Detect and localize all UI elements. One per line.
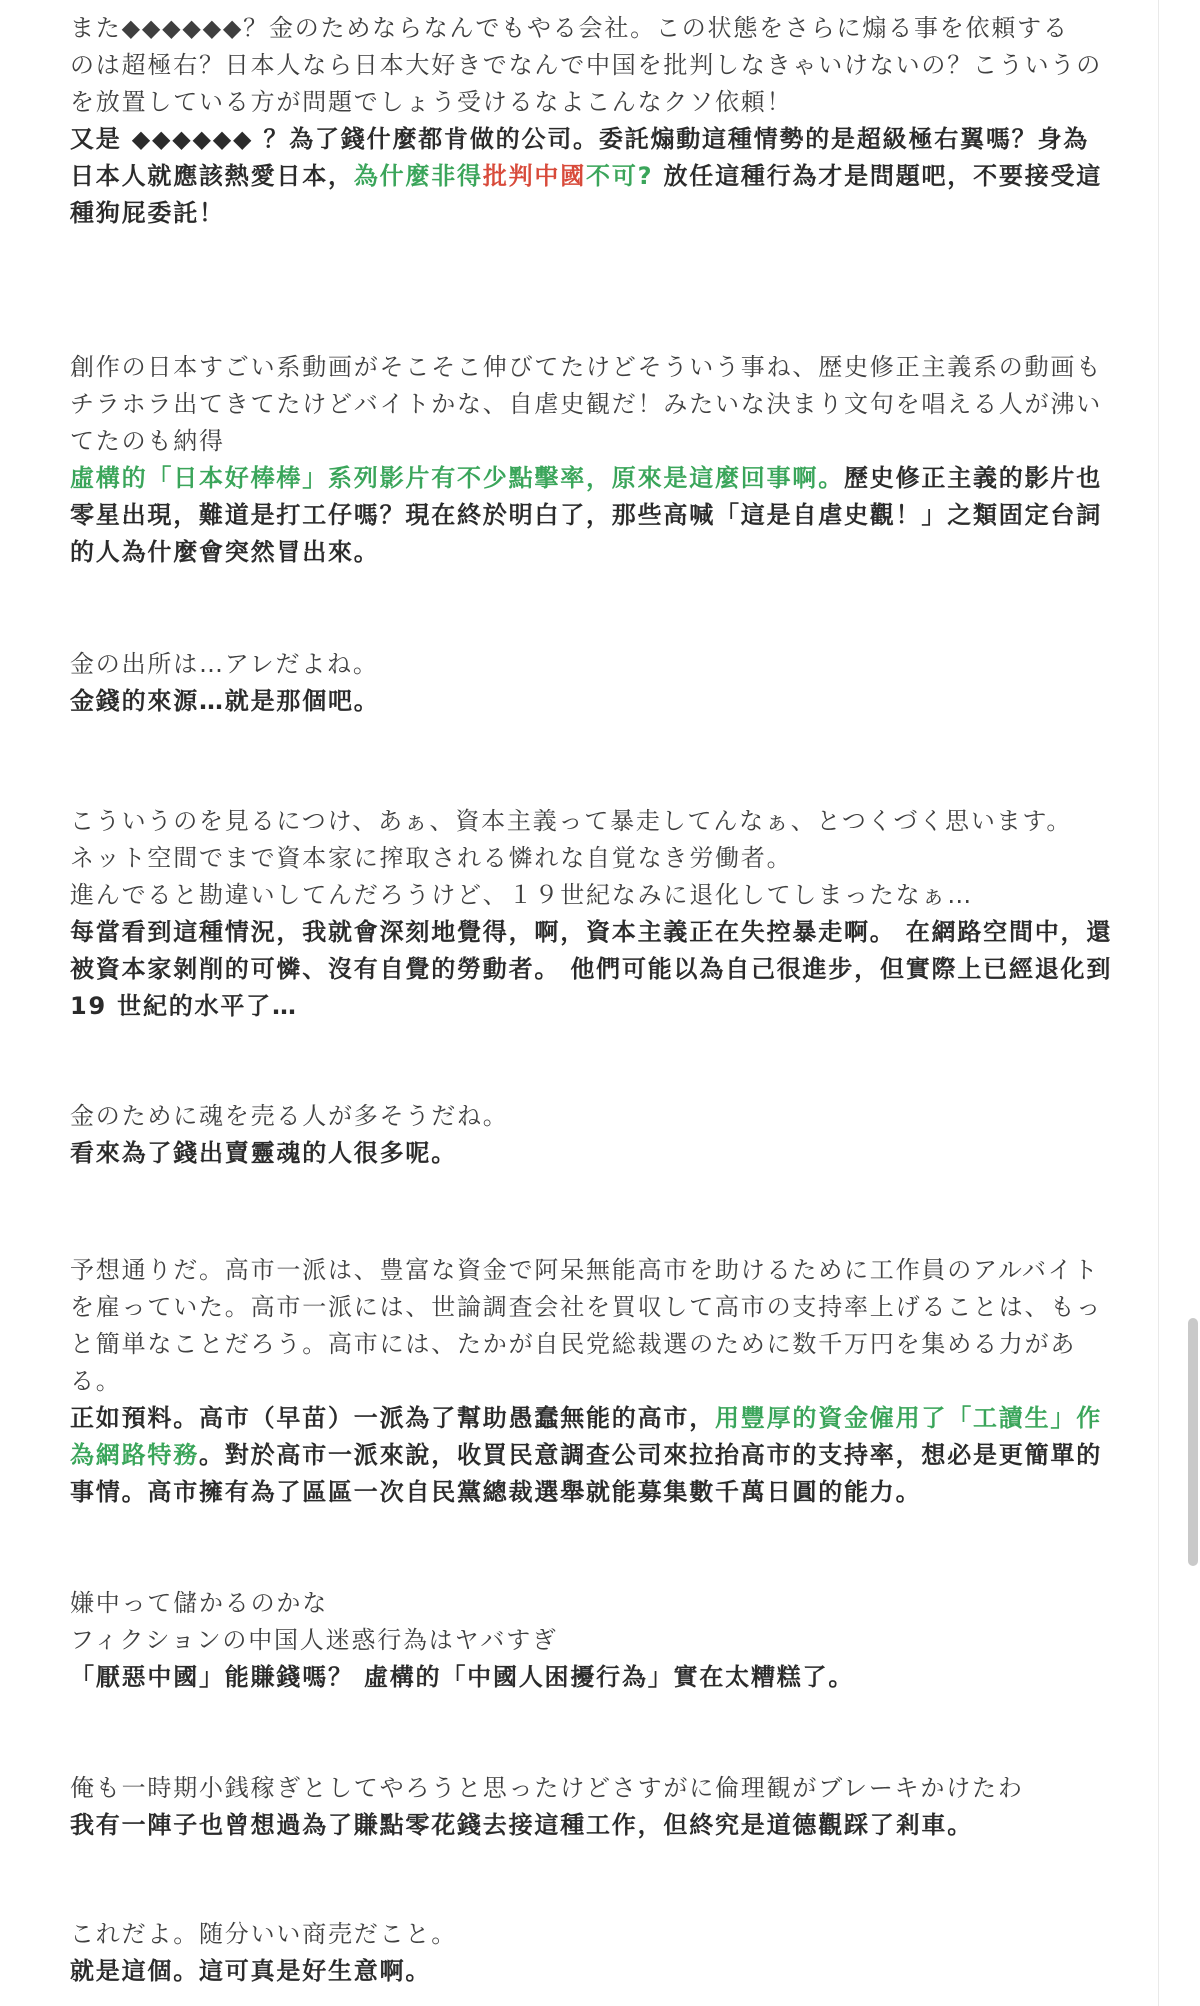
zh-line [70, 1437, 1102, 1474]
comment-block-5 [70, 1098, 509, 1172]
ja-line: 金の出所は…アレだよね。 [70, 650, 379, 678]
zh-text: 日本人就應該熱愛日本， [70, 162, 354, 190]
zh-line: 看來為了錢出賣靈魂的人很多呢。 [70, 1139, 457, 1167]
zh-line: 就是這個。這可真是好生意啊。 [70, 1957, 432, 1985]
zh-line: 又是 ◆◆◆◆◆◆ ？為了錢什麼都肯做的公司。委託煽動這種情勢的是超級極右翼嗎？身為 [70, 125, 1090, 153]
zh-line: 19 世紀的水平了… [70, 992, 298, 1020]
ja-line: 金のために魂を売る人が多そうだね。 [70, 1102, 509, 1130]
zh-line: 我有一陣子也曾想過為了賺點零花錢去接這種工作，但終究是道德觀踩了剎車。 [70, 1811, 973, 1839]
zh-line [70, 158, 1102, 195]
ja-line: のは超極右？日本人なら日本大好きでなんで中国を批判しなきゃいけないの？こういうの [70, 51, 1102, 79]
comment-block-8 [70, 1770, 1024, 1844]
highlight-green-text: 用豐厚的資金僱用了「工讀生」作 [715, 1404, 1102, 1432]
highlight-green-text: 虛構的「日本好棒棒」系列影片有不少點擊率，原來是這麼回事啊。 [70, 464, 844, 492]
scrollbar-thumb[interactable] [1188, 1318, 1198, 1566]
ja-line: を雇っていた。高市一派には、世論調査会社を買収して高市の支持率上げることは、もっ [70, 1293, 1102, 1321]
ja-line: ネット空間でまで資本家に搾取される憐れな自覚なき労働者。 [70, 844, 793, 872]
ja-line: てたのも納得 [70, 427, 225, 455]
ja-line: 俺も一時期小銭稼ぎとしてやろうと思ったけどさすがに倫理観がブレーキかけたわ [70, 1774, 1024, 1802]
comment-block-3 [70, 646, 380, 720]
zh-line [70, 460, 1102, 497]
zh-line: 零星出現，難道是打工仔嗎？現在終於明白了，那些高喊「這是自虐史觀！」之類固定台詞 [70, 501, 1102, 529]
ja-line: また◆◆◆◆◆◆？金のためならなんでもやる会社。この状態をさらに煽る事を依頼する [70, 14, 1069, 42]
ja-line: と簡単なことだろう。高市には、たかが自民党総裁選のために数千万円を集める力があ [70, 1330, 1077, 1358]
ja-line: る。 [70, 1367, 122, 1395]
comment-block-4 [70, 803, 1112, 1025]
zh-line: 種狗屁委託！ [70, 199, 225, 227]
ja-line: フィクションの中国人迷惑行為はヤバすぎ [70, 1626, 558, 1654]
ja-line: 創作の日本すごい系動画がそこそこ伸びてたけどそういう事ね、歴史修正主義系の動画も [70, 353, 1102, 381]
zh-line: 的人為什麼會突然冒出來。 [70, 538, 380, 566]
comment-block-2 [70, 349, 1102, 571]
zh-line: 「厭惡中國」能賺錢嗎？ 虛構的「中國人困擾行為」實在太糟糕了。 [70, 1663, 855, 1691]
comment-block-7 [70, 1585, 854, 1696]
comment-block-6 [70, 1252, 1102, 1511]
zh-text: 放任這種行為才是問題吧，不要接受這 [653, 162, 1103, 190]
ja-line: チラホラ出てきてたけどバイトかな、自虐史観だ！みたいな決まり文句を唱える人が沸い [70, 390, 1102, 418]
ja-line: 嫌中って儲かるのかな [70, 1589, 328, 1617]
ja-line: を放置している方が問題でしょう受けるなよこんなクソ依頼！ [70, 88, 793, 116]
ja-line: これだよ。随分いい商売だこと。 [70, 1920, 457, 1948]
comment-block-1 [70, 10, 1102, 232]
ja-line: 予想通りだ。高市一派は、豊富な資金で阿呆無能高市を助けるために工作員のアルバイト [70, 1256, 1100, 1284]
zh-text: 正如預料。高市（早苗）一派為了幫助愚蠢無能的高市， [70, 1404, 715, 1432]
zh-line [70, 1400, 1102, 1437]
comment-block-9 [70, 1916, 457, 1990]
zh-line: 被資本家剝削的可憐、沒有自覺的勞動者。 他們可能以為自己很進步，但實際上已經退化到 [70, 955, 1113, 983]
zh-line: 事情。高市擁有為了區區一次自民黨總裁選舉就能募集數千萬日圓的能力。 [70, 1478, 922, 1506]
zh-text: 。對於高市一派來說，收買民意調查公司來拉抬高市的支持率，想必是更簡單的 [199, 1441, 1102, 1469]
ja-line: 進んでると勘違いしてんだろうけど、１９世紀なみに退化してしまったなぁ… [70, 881, 973, 909]
highlight-green-text: 為網路特務 [70, 1441, 199, 1469]
highlight-green-text: 不可? [586, 162, 654, 190]
page-right-divider [1158, 0, 1159, 2006]
zh-text: 歷史修正主義的影片也 [844, 464, 1102, 492]
highlight-red-text: 批判中國 [482, 162, 587, 190]
ja-line: こういうのを見るにつけ、あぁ、資本主義って暴走してんなぁ、とつくづく思います。 [70, 807, 1073, 835]
zh-line: 每當看到這種情況，我就會深刻地覺得，啊，資本主義正在失控暴走啊。 在網路空間中，還 [70, 918, 1113, 946]
zh-line: 金錢的來源…就是那個吧。 [70, 687, 380, 715]
highlight-green-text: 為什麼非得 [353, 162, 483, 190]
